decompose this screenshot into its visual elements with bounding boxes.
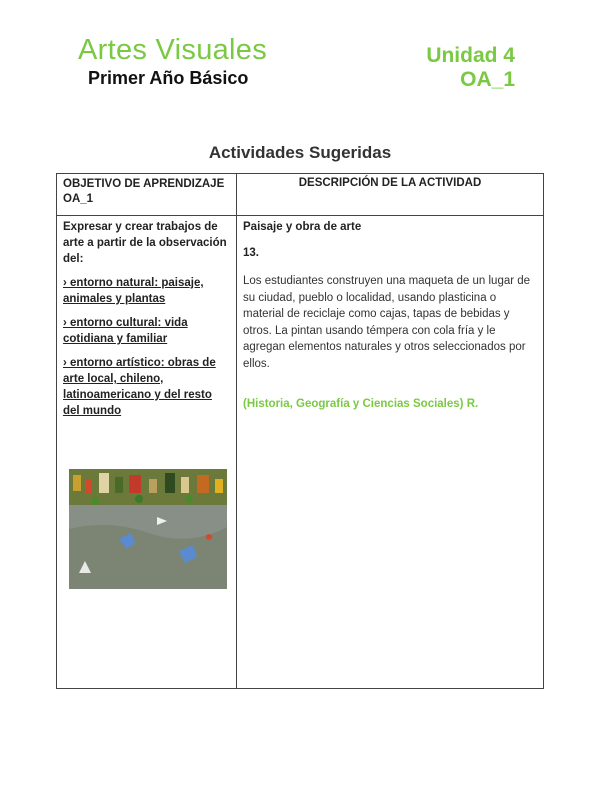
header-divider — [57, 215, 543, 216]
description-header: DESCRIPCIÓN DE LA ACTIVIDAD — [298, 177, 482, 189]
unit-label: Unidad 4 — [426, 44, 515, 67]
description-cell — [243, 219, 535, 413]
activity-number: 13. — [243, 246, 259, 259]
diorama-image — [69, 469, 227, 589]
objective-item-cultural: › entorno cultural: vida cotidiana y familiar — [63, 317, 188, 345]
oa-label: OA_1 — [460, 68, 515, 91]
title: Artes Visuales — [78, 34, 268, 66]
activity-description: Los estudiantes construyen una maqueta de un lugar de su ciudad, pueblo o localidad, usando plasticina o material de reciclaje como cajas, tapas de bebidas y otros. La pintan usando témpera con cola fría y le agregan elementos naturales y otros seleccionados por ellos. — [243, 275, 531, 370]
column-divider — [236, 174, 237, 688]
objective-cell — [63, 219, 231, 427]
activity-table — [56, 173, 544, 689]
objective-header: OBJETIVO DE APRENDIZAJE OA_1 — [63, 178, 225, 205]
objective-item-artistic: › entorno artístico: obras de arte local, chileno, latinoamericano y del resto del mundo — [63, 357, 216, 417]
section-title: Actividades Sugeridas — [208, 143, 392, 162]
diorama-photo — [69, 469, 227, 589]
objective-item-natural: › entorno natural: paisaje, animales y plantas — [63, 277, 204, 305]
subtitle: Primer Año Básico — [88, 68, 249, 88]
activity-reference: (Historia, Geografía y Ciencias Sociales) R. — [243, 398, 479, 410]
objective-intro: Expresar y crear trabajos de arte a partir de la observación del: — [63, 221, 227, 265]
activity-title: Paisaje y obra de arte — [243, 221, 362, 233]
